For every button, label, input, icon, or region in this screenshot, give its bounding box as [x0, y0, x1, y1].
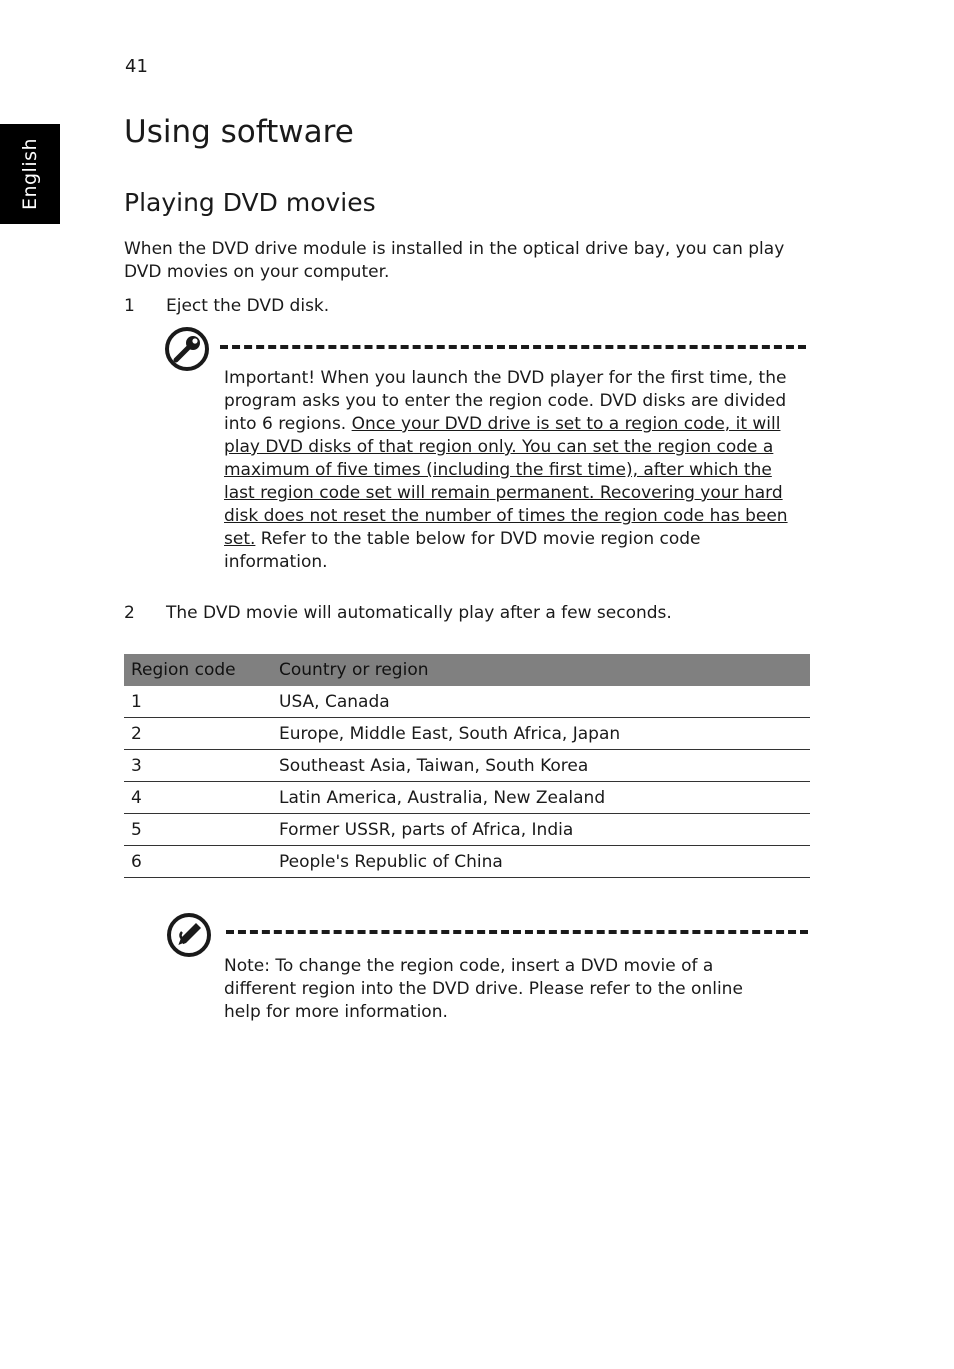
header-region-code: Region code [124, 654, 272, 686]
step-number: 2 [124, 603, 135, 623]
table-row [124, 814, 810, 846]
country-cell: Former USSR, parts of Africa, India [272, 814, 810, 846]
region-code-cell: 6 [124, 846, 272, 878]
callout-divider [220, 345, 806, 349]
important-text-after: Refer to the table below for DVD movie region code information. [224, 529, 701, 572]
wrench-icon [164, 326, 210, 372]
region-code-cell: 2 [124, 718, 272, 750]
country-cell: Southeast Asia, Taiwan, South Korea [272, 750, 810, 782]
note-callout-text [224, 955, 784, 1024]
region-code-cell: 5 [124, 814, 272, 846]
region-code-cell: 3 [124, 750, 272, 782]
region-code-cell: 1 [124, 686, 272, 718]
important-label: Important! [224, 368, 316, 388]
table-row [124, 686, 810, 718]
important-text-before: When you launch the DVD player for the first time, the program asks you to enter the region code. DVD disks are divided into 6 regions. [224, 368, 787, 434]
table-header-row [124, 654, 810, 686]
table-row [124, 782, 810, 814]
step-text: Eject the DVD disk. [166, 296, 330, 316]
language-label: English [19, 137, 41, 211]
page-number: 41 [125, 56, 148, 77]
table-row [124, 846, 810, 878]
note-divider [226, 930, 808, 934]
note-text: To change the region code, insert a DVD movie of a different region into the DVD drive. Please refer to the online help for more information. [224, 956, 743, 1022]
note-label: Note: [224, 956, 270, 976]
country-cell: Latin America, Australia, New Zealand [272, 782, 810, 814]
country-cell: People's Republic of China [272, 846, 810, 878]
header-country-region: Country or region [272, 654, 810, 686]
step-number: 1 [124, 296, 135, 316]
country-cell: Europe, Middle East, South Africa, Japan [272, 718, 810, 750]
step-text: The DVD movie will automatically play after a few seconds. [166, 603, 672, 623]
note-pen-icon [166, 912, 212, 958]
page-title: Using software [124, 114, 354, 150]
important-underlined-text: Once your DVD drive is set to a region code, it will play DVD disks of that region only. You can set the region code a maximum of five times (including the first time), after which the last region code set will remain permanent. Recovering your hard disk does not reset the number of times the region code has been set. [224, 414, 788, 549]
language-side-tab [0, 124, 60, 224]
table-row [124, 750, 810, 782]
region-code-table [124, 654, 810, 878]
section-heading: Playing DVD movies [124, 188, 376, 217]
intro-paragraph: When the DVD drive module is installed in the optical drive bay, you can play DVD movies on your computer. [124, 239, 785, 282]
region-code-cell: 4 [124, 782, 272, 814]
important-callout-text [224, 367, 799, 574]
country-cell: USA, Canada [272, 686, 810, 718]
table-row [124, 718, 810, 750]
